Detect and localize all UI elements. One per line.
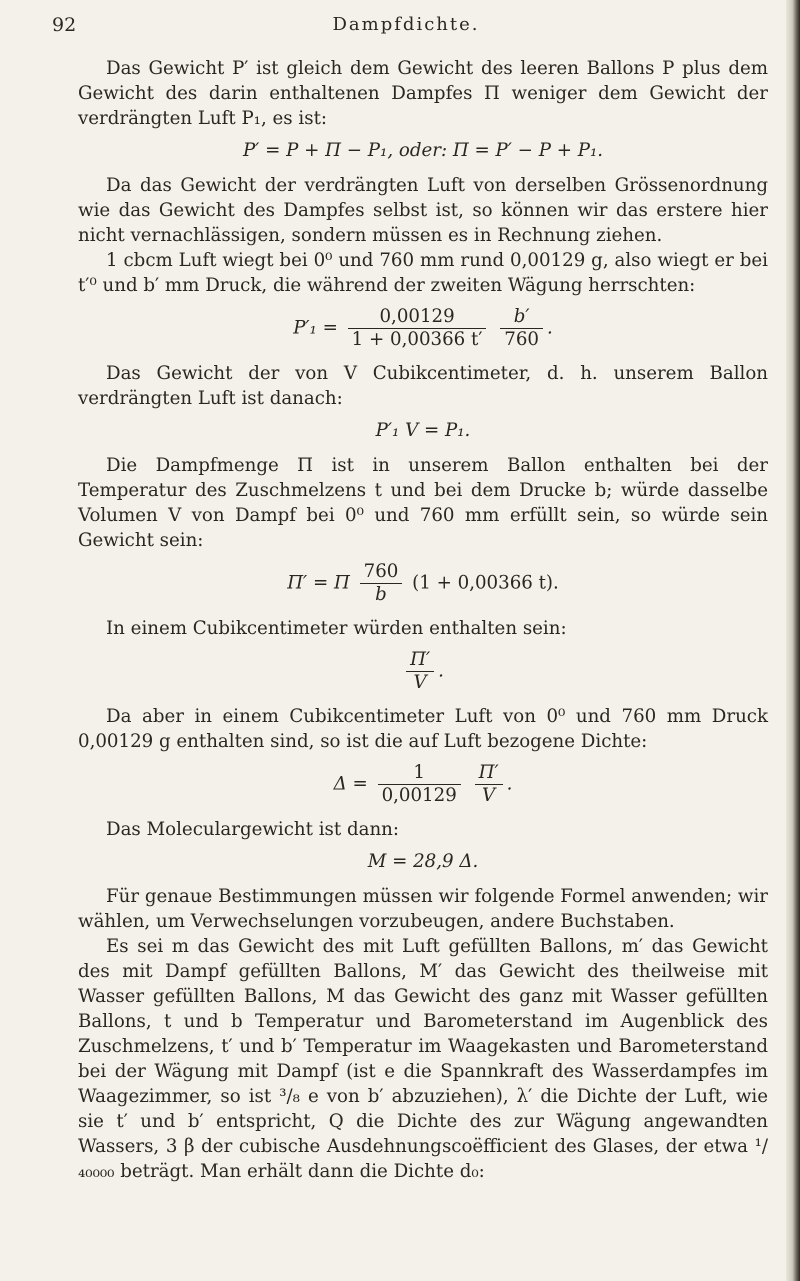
equation-density [78, 762, 768, 807]
equation: M = 28,9 Δ. [367, 851, 479, 872]
paragraph: Das Gewicht der von V Cubikcentimeter, d. h. unserem Ballon verdrängten Luft ist danach: [78, 363, 768, 409]
equation-end: . [506, 773, 513, 795]
page-header [52, 14, 760, 38]
paragraph: Da aber in einem Cubikcentimeter Luft von 0⁰ und 760 mm Druck 0,00129 g enthalten sind, so ist die auf Luft bezogene Dichte: [78, 706, 768, 752]
paragraph: Das Gewicht P′ ist gleich dem Gewicht des leeren Ballons P plus dem Gewicht des darin enthaltenen Dampfes Π weniger dem Gewicht der verdrängten Luft P₁, es ist: [78, 58, 768, 129]
equation-air-density [78, 306, 768, 351]
denominator: V [413, 672, 427, 693]
equation: P′ = P + Π − P₁, oder: Π = P′ − P + P₁. [242, 140, 604, 161]
denominator: 760 [504, 329, 539, 350]
equation: P′₁ V = P₁. [375, 420, 471, 441]
fraction [406, 649, 434, 694]
equation-rhs: (1 + 0,00366 t). [412, 572, 559, 594]
numerator: 1 [378, 762, 461, 785]
paragraph: Das Moleculargewicht ist dann: [106, 819, 400, 840]
fraction [475, 762, 503, 807]
running-head: Dampfdichte. [332, 14, 480, 35]
page-edge-shadow [786, 0, 800, 1281]
numerator: Π′ [475, 762, 503, 785]
numerator: 0,00129 [348, 306, 487, 329]
numerator: 760 [360, 561, 403, 584]
equation-lhs: P′₁ = [293, 317, 338, 339]
numerator: b′ [500, 306, 543, 329]
numerator: Π′ [406, 649, 434, 672]
page-number: 92 [52, 14, 77, 36]
equation-end: . [438, 660, 444, 682]
denominator: 1 + 0,00366 t′ [351, 329, 483, 350]
equation-end: . [547, 317, 553, 339]
denominator: b [375, 584, 387, 605]
equation-vapour-weight [78, 561, 768, 606]
paragraph: Die Dampfmenge Π ist in unserem Ballon enthalten bei der Temperatur des Zuschmelzens t und bei dem Drucke b; würde dasselbe Volumen V von Dampf bei 0⁰ und 760 mm erfüllt sein, so würde sein Gewicht sein: [78, 455, 768, 551]
paragraph: Da das Gewicht der verdrängten Luft von derselben Grössenordnung wie das Gewicht des Dampfes selbst ist, so können wir das erstere hier nicht vernachlässigen, sondern müssen es in Rechnung ziehen. [78, 175, 768, 246]
fraction [360, 561, 403, 606]
denominator: 0,00129 [381, 785, 457, 806]
fraction [348, 306, 487, 351]
denominator: V [482, 785, 496, 806]
paragraph: Es sei m das Gewicht des mit Luft gefüllten Ballons, m′ das Gewicht des mit Dampf gefüllten Ballons, M′ das Gewicht des theilweise mit Wasser gefüllten Ballons, M das Gewicht des ganz mit Wasser gefüllten Ballons, t und b Temperatur und Barometerstand im Augenblick des Zuschmelzens, t′ und b′ Temperatur im Waagekasten und Barometerstand bei der Wägung mit Dampf (ist e die Spannkraft des Wasserdampfes im Waagezimmer, so ist ³/₈ e von b′ abzuziehen), λ′ die Dichte der Luft, wie sie t′ und b′ entspricht, Q die Dichte des zur Wägung angewandten Wassers, 3 β der cubische Ausdehnungscoëfficient des Glases, der etwa ¹/₄₀₀₀₀ beträgt. Man erhält dann die Dichte d₀: [78, 936, 768, 1182]
equation-lhs: Π′ = Π [287, 572, 350, 594]
paragraph: 1 cbcm Luft wiegt bei 0⁰ und 760 mm rund 0,00129 g, also wiegt er bei t′⁰ und b′ mm Druck, die während der zweiten Wägung herrschten: [78, 250, 768, 296]
paragraph: Für genaue Bestimmungen müssen wir folgende Formel anwenden; wir wählen, um Verwechselungen vorzubeugen, andere Buchstaben. [78, 886, 768, 932]
fraction [378, 762, 461, 807]
fraction [500, 306, 543, 351]
paragraph: In einem Cubikcentimeter würden enthalten sein: [106, 618, 567, 639]
page-body [78, 56, 768, 1184]
equation-per-cc [78, 649, 768, 694]
equation-lhs: Δ = [333, 773, 368, 795]
